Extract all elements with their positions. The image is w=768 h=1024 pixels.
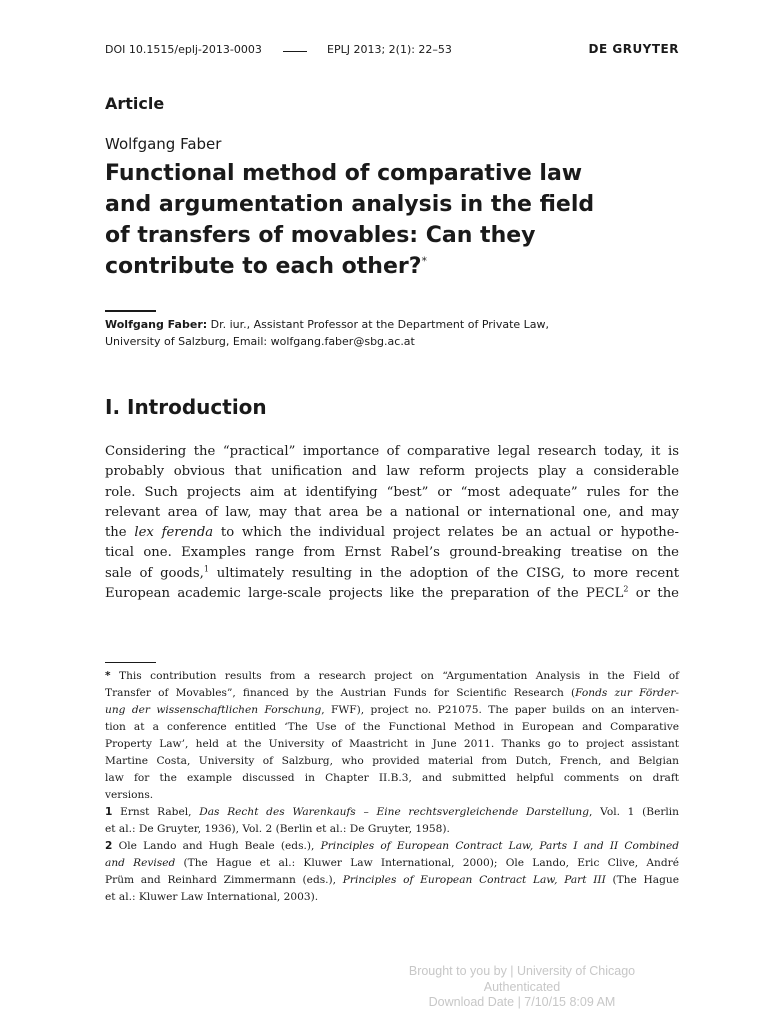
body-text: European academic large-scale projects like the preparation of the PECL [105, 586, 624, 602]
body-line [105, 523, 679, 543]
footnote-line [105, 872, 679, 889]
article-type-label: Article [105, 94, 165, 113]
footnote-text: , FWF), project no. P21075. The paper builds on an interven- [321, 704, 679, 716]
title-line: and argumentation analysis in the field [105, 192, 595, 217]
section-heading: I. Introduction [105, 395, 267, 419]
footnote-number: 1 [105, 806, 113, 818]
footnote-line: tion at a conference entitled ‘The Use of the Functional Method in European and Comparative [105, 721, 679, 733]
footnote-divider [105, 662, 156, 663]
italic-term: lex ferenda [134, 525, 214, 541]
body-text: or the [628, 586, 679, 602]
doi-text[interactable]: DOI 10.1515/eplj-2013-0003 [105, 43, 262, 56]
footnote-text: , Vol. 1 (Berlin [589, 806, 679, 818]
title-footnote-mark[interactable]: * [421, 254, 427, 268]
footnote-text: This contribution results from a research project on “Argumentation Analysis in the Field of [110, 670, 679, 682]
footnote-text: (The Hague et al.: Kluwer Law International, 2000); Ole Lando, Eric Clive, André [175, 857, 679, 869]
header-separator [283, 51, 307, 52]
body-line: probably obvious that unification and law reform projects play a considerable [105, 464, 679, 480]
body-text: sale of goods, [105, 565, 204, 581]
watermark-line: Download Date | 7/10/15 8:09 AM [428, 995, 616, 1010]
body-line [105, 564, 679, 584]
author-name: Wolfgang Faber [105, 135, 222, 153]
footnotes [105, 668, 679, 906]
footnote-text: Transfer of Movables”, financed by the Austrian Funds for Scientific Research ( [105, 687, 576, 699]
watermark-line: Brought to you by | University of Chicago [408, 964, 636, 978]
footnote-italic: Principles of European Contract Law, Parts I and II Combined [320, 840, 679, 852]
article-title [105, 158, 645, 282]
footnote-line: et al.: Kluwer Law International, 2003). [105, 891, 319, 903]
watermark-line: Authenticated [483, 979, 561, 994]
title-line: contribute to each other? [105, 254, 422, 279]
footnote-italic: ung der wissenschaftlichen Forschung [105, 704, 322, 716]
footnote-ref[interactable]: 1 [203, 564, 209, 574]
author-affiliation [105, 316, 665, 350]
affiliation-divider [105, 310, 156, 312]
body-line: relevant area of law, may that area be a national or international one, and may [105, 504, 679, 520]
title-line: of transfers of movables: Can they [105, 223, 536, 248]
footnote-text: Prüm and Reinhard Zimmermann (eds.), [105, 874, 343, 886]
footnote-number: 2 [105, 840, 113, 852]
footnote-italic: and Revised [105, 857, 176, 869]
body-line: Considering the “practical” importance of comparative legal research today, it is [105, 444, 679, 459]
footnote-line: versions. [105, 789, 154, 801]
footnote-line: law for the example discussed in Chapter II.B.3, and submitted helpful comments on draft [105, 772, 679, 784]
running-header [105, 43, 679, 61]
affiliation-text: Dr. iur., Assistant Professor at the Department of Private Law, [207, 318, 550, 331]
body-text: ultimately resulting in the adoption of the CISG, to more recent [208, 565, 679, 581]
footnote-line [105, 804, 679, 821]
body-text: the [105, 525, 135, 541]
body-line: tical one. Examples range from Ernst Rabel’s ground-breaking treatise on the [105, 545, 679, 561]
footnote-italic: Das Recht des Warenkaufs – Eine rechtsvergleichende Darstellung [199, 806, 590, 818]
footnote-italic: Fonds zur Förder- [575, 687, 679, 699]
body-line: role. Such projects aim at identifying “best” or “most adequate” rules for the [105, 484, 679, 500]
download-watermark [352, 964, 692, 1011]
footnote-line: Property Law’, held at the University of Maastricht in June 2011. Thanks go to project assistant [105, 738, 679, 750]
title-line: Functional method of comparative law [105, 161, 583, 186]
affiliation-author: Wolfgang Faber: [105, 318, 208, 331]
footnote-line [105, 838, 679, 855]
journal-citation: EPLJ 2013; 2(1): 22–53 [327, 43, 452, 56]
body-paragraph [105, 442, 679, 604]
footnote-line [105, 685, 679, 702]
footnote-line [105, 855, 679, 872]
body-text: to which the individual project relates be an actual or hypothe- [213, 525, 679, 541]
footnote-text: Ernst Rabel, [112, 806, 200, 818]
footnote-text: (The Hague [605, 874, 679, 886]
footnote-line: Martine Costa, University of Salzburg, who provided material from Dutch, French, and Belgian [105, 755, 679, 767]
body-line [105, 584, 679, 604]
footnote-text: Ole Lando and Hugh Beale (eds.), [112, 840, 321, 852]
footnote-ref[interactable]: 2 [623, 584, 629, 594]
footnote-mark: * [105, 670, 111, 682]
affiliation-text: University of Salzburg, Email: wolfgang.faber@sbg.ac.at [105, 335, 415, 348]
footnote-line: et al.: De Gruyter, 1936), Vol. 2 (Berlin et al.: De Gruyter, 1958). [105, 823, 450, 835]
footnote-line [105, 702, 679, 719]
footnote-italic: Principles of European Contract Law, Part III [342, 874, 606, 886]
publisher-name: DE GRUYTER [588, 42, 679, 56]
footnote-line [105, 668, 679, 685]
